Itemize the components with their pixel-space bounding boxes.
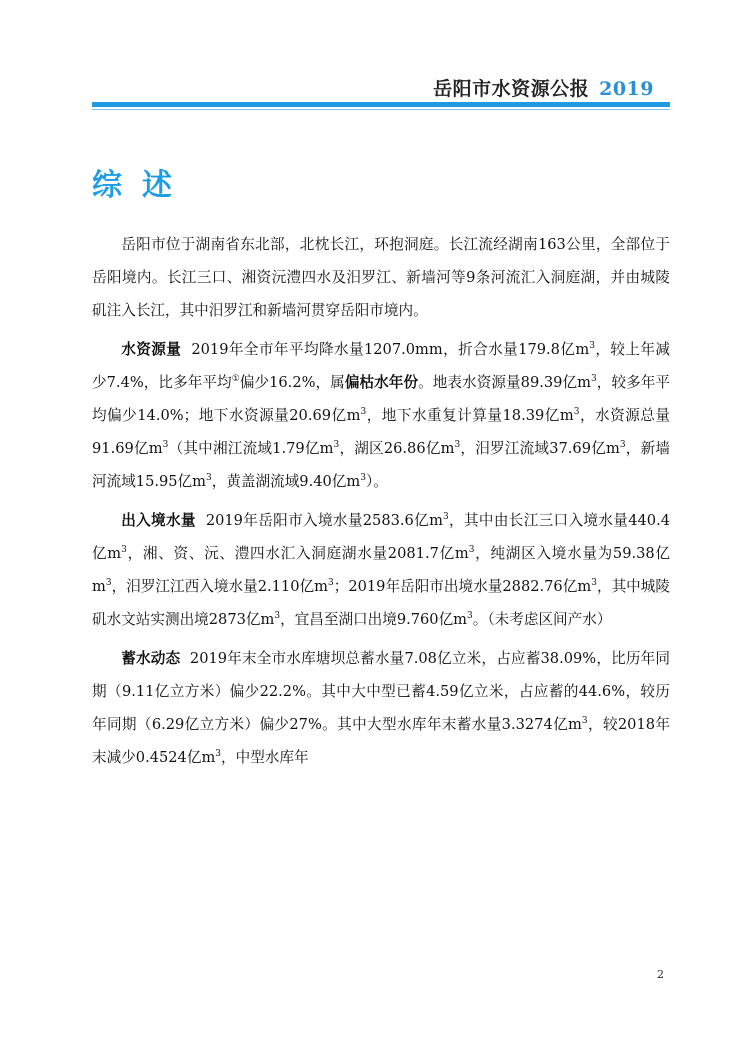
page-number: 2 <box>657 968 664 981</box>
unit-superscript: 3 <box>215 749 222 759</box>
unit-superscript: 3 <box>467 611 473 621</box>
unit-superscript: 3 <box>121 545 127 555</box>
unit-superscript: 3 <box>105 578 112 588</box>
unit-superscript: 3 <box>327 578 334 588</box>
storage-heading: 蓄水动态 <box>121 650 181 667</box>
header-rule-thin <box>92 109 670 110</box>
unit-superscript: 3 <box>360 407 367 417</box>
unit-superscript: 3 <box>619 440 626 450</box>
body-text <box>92 228 670 780</box>
intro-paragraph: 岳阳市位于湖南省东北部，北枕长江，环抱洞庭。长江流经湖南163公里，全部位于岳阳境内。长江三口、湘资沅澧四水及汨罗江、新墙河等9条河流汇入洞庭湖，并由城陵矶注入长江，其中汨罗江和新墙河贯穿岳阳市境内。 <box>92 236 670 319</box>
unit-superscript: 3 <box>360 473 366 483</box>
unit-superscript: 3 <box>333 440 340 450</box>
outflow-note: （未考虑区间产水） <box>487 611 612 628</box>
unit-superscript: 3 <box>589 341 595 351</box>
unit-superscript: 3 <box>468 545 475 555</box>
unit-superscript: 3 <box>162 440 169 450</box>
unit-superscript: 3 <box>274 611 281 621</box>
water-resources-heading: 水资源量 <box>121 341 182 358</box>
storage-paragraph: 蓄水动态 2019年末全市水库塘坝总蓄水量7.08亿立米，占应蓄38.09%，比历年同期（9.11亿立方米）偏少22.2%。其中大中型已蓄4.59亿立米，占应蓄的44.6%，较历年同期（6.29亿立方米）偏少27%。其中大型水库年末蓄水量3.3274亿$m^3$，较2018年末减少0.4524亿$m^3$，中型水库年 <box>92 650 670 766</box>
unit-superscript: 3 <box>581 716 588 726</box>
report-title: 岳阳市水资源公报 <box>433 78 590 100</box>
header-rule <box>92 102 670 107</box>
year-classification: 偏枯水年份 <box>344 374 419 391</box>
unit-superscript: 3 <box>573 407 580 417</box>
unit-superscript: 3 <box>591 374 597 384</box>
report-year: 2019 <box>599 78 654 100</box>
unit-superscript: 3 <box>454 440 461 450</box>
unit-superscript: 3 <box>591 578 597 588</box>
water-resources-paragraph: 水资源量 2019年全市年平均降水量1207.0mm，折合水量179.8亿$m^3$，较上年减少7.4%，比多年平均①偏少16.2%，属偏枯水年份。地表水资源量89.39亿$m^3$，较多年平均偏少14.0%；地下水资源量20.69亿$m^3$，地下水重复计算量18.39亿$m^3$，水资源总量91.69亿$m^3$（其中湘江流域1.79亿$m^3$，湖区26.86亿$m^3$，汨罗江流域37.69亿$m^3$，新墙河流域15.95亿$m^3$，黄盖湖流域9.40亿$m^3$）。 <box>92 341 670 490</box>
unit-superscript: 3 <box>206 473 212 483</box>
report-header <box>433 74 654 101</box>
inflow-outflow-heading: 出入境水量 <box>121 512 196 529</box>
unit-superscript: 3 <box>442 512 449 522</box>
section-title: 综述 <box>92 168 192 203</box>
inflow-outflow-paragraph: 出入境水量 2019年岳阳市入境水量2583.6亿$m^3$，其中由长江三口入境水量440.4亿$m^3$，湘、资、沅、澧四水汇入洞庭湖水量2081.7亿$m^3$，纯湖区入境水量为59.38亿$m^3$，汨罗江江西入境水量2.110亿$m^3$；2019年岳阳市出境水量2882.76亿$m^3$，其中城陵矶水文站实测出境2873亿$m^3$，宜昌至湖口出境9.760亿$m^3$。（未考虑区间产水） <box>92 512 671 628</box>
footnote-marker: ① <box>231 374 240 384</box>
